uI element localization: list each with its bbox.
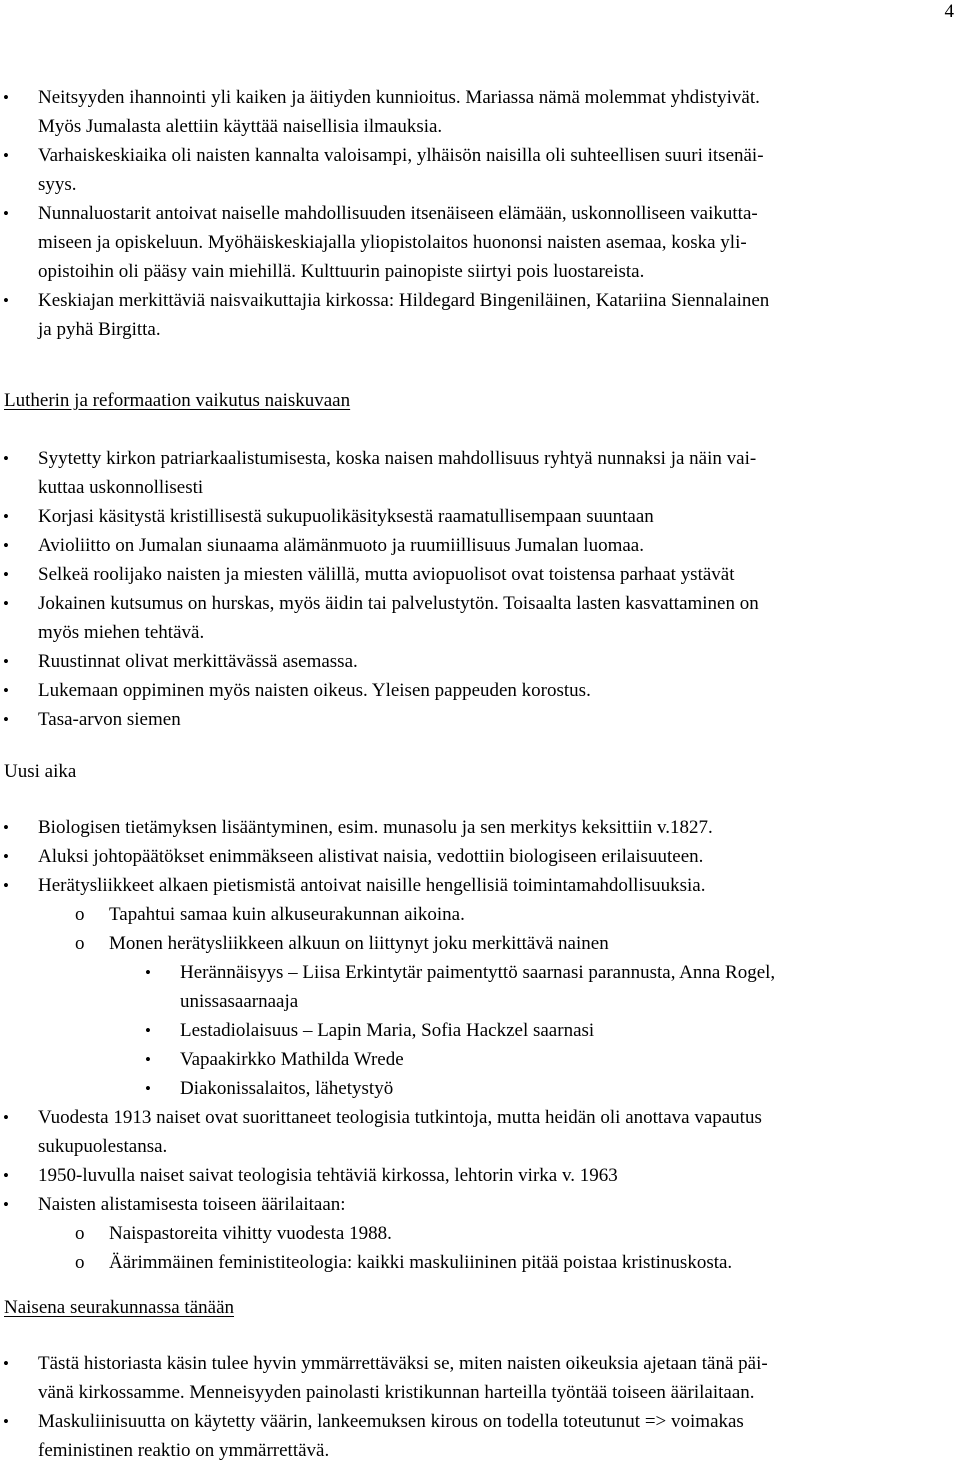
bullet-icon: • xyxy=(3,876,9,895)
list-item-continuation xyxy=(0,1378,960,1407)
list-item-text: unissasaarnaaja xyxy=(180,991,299,1012)
circle-bullet-icon: o xyxy=(75,933,85,954)
bullet-icon: • xyxy=(145,963,151,982)
list-item-text: Keskiajan merkittäviä naisvaikuttajia kirkossa: Hildegard Bingeniläinen, Katariina Siennalainen xyxy=(38,290,770,311)
bullet-icon: • xyxy=(3,818,9,837)
list-item-text: myös miehen tehtävä. xyxy=(38,622,205,643)
list-item xyxy=(0,705,960,734)
list-item-text: Herätysliikkeet alkaen pietismistä antoivat naisille hengellisiä toimintamahdollisuuksia. xyxy=(38,875,706,896)
list-item-continuation xyxy=(0,987,960,1016)
list-item-text: Maskuliinisuutta on käytetty väärin, lankeemuksen kirous on todella toteutunut => voimakas xyxy=(38,1411,744,1432)
list-item-text: Diakonissalaitos, lähetystyö xyxy=(180,1078,394,1099)
list-item xyxy=(0,647,960,676)
section-heading-uusi-aika: Uusi aika xyxy=(4,761,77,782)
bullet-icon: • xyxy=(3,710,9,729)
list-item-continuation xyxy=(0,473,960,502)
list-item-text: Aluksi johtopäätökset enimmäkseen alistivat naisia, vedottiin biologiseen erilaisuuteen. xyxy=(38,846,704,867)
list-item-text: Lukemaan oppiminen myös naisten oikeus. Yleisen pappeuden korostus. xyxy=(38,680,591,701)
list-item-text: kuttaa uskonnollisesti xyxy=(38,477,204,498)
list-item-text: Ruustinnat olivat merkittävässä asemassa. xyxy=(38,651,358,672)
intro-list xyxy=(0,83,960,344)
list-item-text: Neitsyyden ihannointi yli kaiken ja äitiyden kunnioitus. Mariassa nämä molemmat yhdistyivät. xyxy=(38,87,760,108)
list-item-text: Naisten alistamisesta toiseen äärilaitaan: xyxy=(38,1194,346,1215)
bullet-icon: • xyxy=(3,847,9,866)
circle-bullet-icon: o xyxy=(75,904,85,925)
list-item-text: Varhaiskeskiaika oli naisten kannalta valoisampi, ylhäisön naisilla oli suhteellisen suuri itsenäi- xyxy=(38,145,764,166)
list-item xyxy=(0,141,960,170)
list-item-continuation xyxy=(0,112,960,141)
bullet-icon: • xyxy=(145,1079,151,1098)
list-item xyxy=(0,589,960,618)
bullet-icon: • xyxy=(3,594,9,613)
list-item-text: Jokainen kutsumus on hurskas, myös äidin tai palvelustytön. Toisaalta lasten kasvattaminen on xyxy=(38,593,759,614)
uusi-aika-list xyxy=(0,813,960,1277)
list-item-text: Myös Jumalasta alettiin käyttää naisellisia ilmauksia. xyxy=(38,116,443,137)
list-item xyxy=(0,444,960,473)
page-number: 4 xyxy=(944,1,954,22)
list-item xyxy=(0,1407,960,1436)
bullet-icon: • xyxy=(3,536,9,555)
list-item-text: Tästä historiasta käsin tulee hyvin ymmärrettäväksi se, miten naisten oikeuksia ajetaan tänä päi- xyxy=(38,1353,768,1374)
sub-sub-list-item xyxy=(0,958,960,987)
list-item-text: Biologisen tietämyksen lisääntyminen, esim. munasolu ja sen merkitys keksittiin v.1827. xyxy=(38,817,713,838)
list-item xyxy=(0,83,960,112)
list-item-text: vänä kirkossamme. Menneisyyden painolasti kristikunnan harteilla työntää toiseen äärilaitaan. xyxy=(38,1382,755,1403)
naisena-list xyxy=(0,1349,960,1465)
list-item-continuation xyxy=(0,1436,960,1465)
sub-sub-list-item xyxy=(0,1045,960,1074)
bullet-icon: • xyxy=(3,1354,9,1373)
bullet-icon: • xyxy=(3,291,9,310)
list-item-text: sukupuolestansa. xyxy=(38,1136,168,1157)
list-item xyxy=(0,813,960,842)
list-item xyxy=(0,1103,960,1132)
bullet-icon: • xyxy=(3,146,9,165)
list-item-text: Monen herätysliikkeen alkuun on liittynyt joku merkittävä nainen xyxy=(109,933,609,954)
list-item xyxy=(0,286,960,315)
list-item-text: Selkeä roolijako naisten ja miesten välillä, mutta aviopuolisot ovat toistensa parhaat ystävät xyxy=(38,564,735,585)
sub-sub-list-item xyxy=(0,1016,960,1045)
list-item-text: syys. xyxy=(38,174,77,195)
circle-bullet-icon: o xyxy=(75,1252,85,1273)
bullet-icon: • xyxy=(3,1195,9,1214)
list-item xyxy=(0,842,960,871)
sub-list-item xyxy=(0,1219,960,1248)
list-item-text: 1950-luvulla naiset saivat teologisia tehtäviä kirkossa, lehtorin virka v. 1963 xyxy=(38,1165,618,1186)
list-item-continuation xyxy=(0,257,960,286)
list-item xyxy=(0,1190,960,1219)
bullet-icon: • xyxy=(3,88,9,107)
list-item-text: Äärimmäinen feministiteologia: kaikki maskuliininen pitää poistaa kristinuskosta. xyxy=(109,1252,733,1273)
bullet-icon: • xyxy=(3,449,9,468)
bullet-icon: • xyxy=(3,1108,9,1127)
list-item-text: opistoihin oli pääsy vain miehillä. Kulttuurin painopiste siirtyi pois luostareista. xyxy=(38,261,645,282)
list-item xyxy=(0,502,960,531)
list-item xyxy=(0,676,960,705)
list-item-text: Korjasi käsitystä kristillisestä sukupuolikäsityksestä raamatullisempaan suuntaan xyxy=(38,506,654,527)
bullet-icon: • xyxy=(3,681,9,700)
list-item xyxy=(0,1349,960,1378)
sub-list-item xyxy=(0,1248,960,1277)
sub-sub-list-item xyxy=(0,1074,960,1103)
list-item xyxy=(0,199,960,228)
bullet-icon: • xyxy=(3,507,9,526)
list-item xyxy=(0,531,960,560)
list-item-text: Naispastoreita vihitty vuodesta 1988. xyxy=(109,1223,392,1244)
list-item-continuation xyxy=(0,228,960,257)
list-item-continuation xyxy=(0,315,960,344)
list-item-continuation xyxy=(0,170,960,199)
list-item-text: Herännäisyys – Liisa Erkintytär paimentyttö saarnasi parannusta, Anna Rogel, xyxy=(180,962,776,983)
bullet-icon: • xyxy=(3,204,9,223)
bullet-icon: • xyxy=(3,1412,9,1431)
bullet-icon: • xyxy=(145,1021,151,1040)
bullet-icon: • xyxy=(3,565,9,584)
list-item-text: Syytetty kirkon patriarkaalistumisesta, koska naisen mahdollisuus ryhtyä nunnaksi ja näin vai- xyxy=(38,448,757,469)
bullet-icon: • xyxy=(3,652,9,671)
list-item-text: Vuodesta 1913 naiset ovat suorittaneet teologisia tutkintoja, mutta heidän oli anottava vapautus xyxy=(38,1107,762,1128)
sub-list-item xyxy=(0,929,960,958)
sub-list-item xyxy=(0,900,960,929)
circle-bullet-icon: o xyxy=(75,1223,85,1244)
list-item-continuation xyxy=(0,618,960,647)
list-item xyxy=(0,871,960,900)
list-item-text: Tasa-arvon siemen xyxy=(38,709,181,730)
list-item-text: miseen ja opiskeluun. Myöhäiskeskiajalla yliopistolaitos huononsi naisten asemaa, koska yli- xyxy=(38,232,747,253)
list-item xyxy=(0,560,960,589)
bullet-icon: • xyxy=(3,1166,9,1185)
section-heading-luther: Lutherin ja reformaation vaikutus naiskuvaan xyxy=(4,390,351,411)
section-heading-naisena: Naisena seurakunnassa tänään xyxy=(4,1297,235,1318)
list-item-text: Vapaakirkko Mathilda Wrede xyxy=(180,1049,404,1070)
list-item-text: Avioliitto on Jumalan siunaama alämänmuoto ja ruumiillisuus Jumalan luomaa. xyxy=(38,535,644,556)
list-item-text: Nunnaluostarit antoivat naiselle mahdollisuuden itsenäiseen elämään, uskonnolliseen vaikutta- xyxy=(38,203,758,224)
bullet-icon: • xyxy=(145,1050,151,1069)
list-item xyxy=(0,1161,960,1190)
list-item-continuation xyxy=(0,1132,960,1161)
list-item-text: Tapahtui samaa kuin alkuseurakunnan aikoina. xyxy=(109,904,465,925)
luther-list xyxy=(0,444,960,734)
list-item-text: feministinen reaktio on ymmärrettävä. xyxy=(38,1440,330,1461)
list-item-text: ja pyhä Birgitta. xyxy=(38,319,161,340)
list-item-text: Lestadiolaisuus – Lapin Maria, Sofia Hackzel saarnasi xyxy=(180,1020,595,1041)
